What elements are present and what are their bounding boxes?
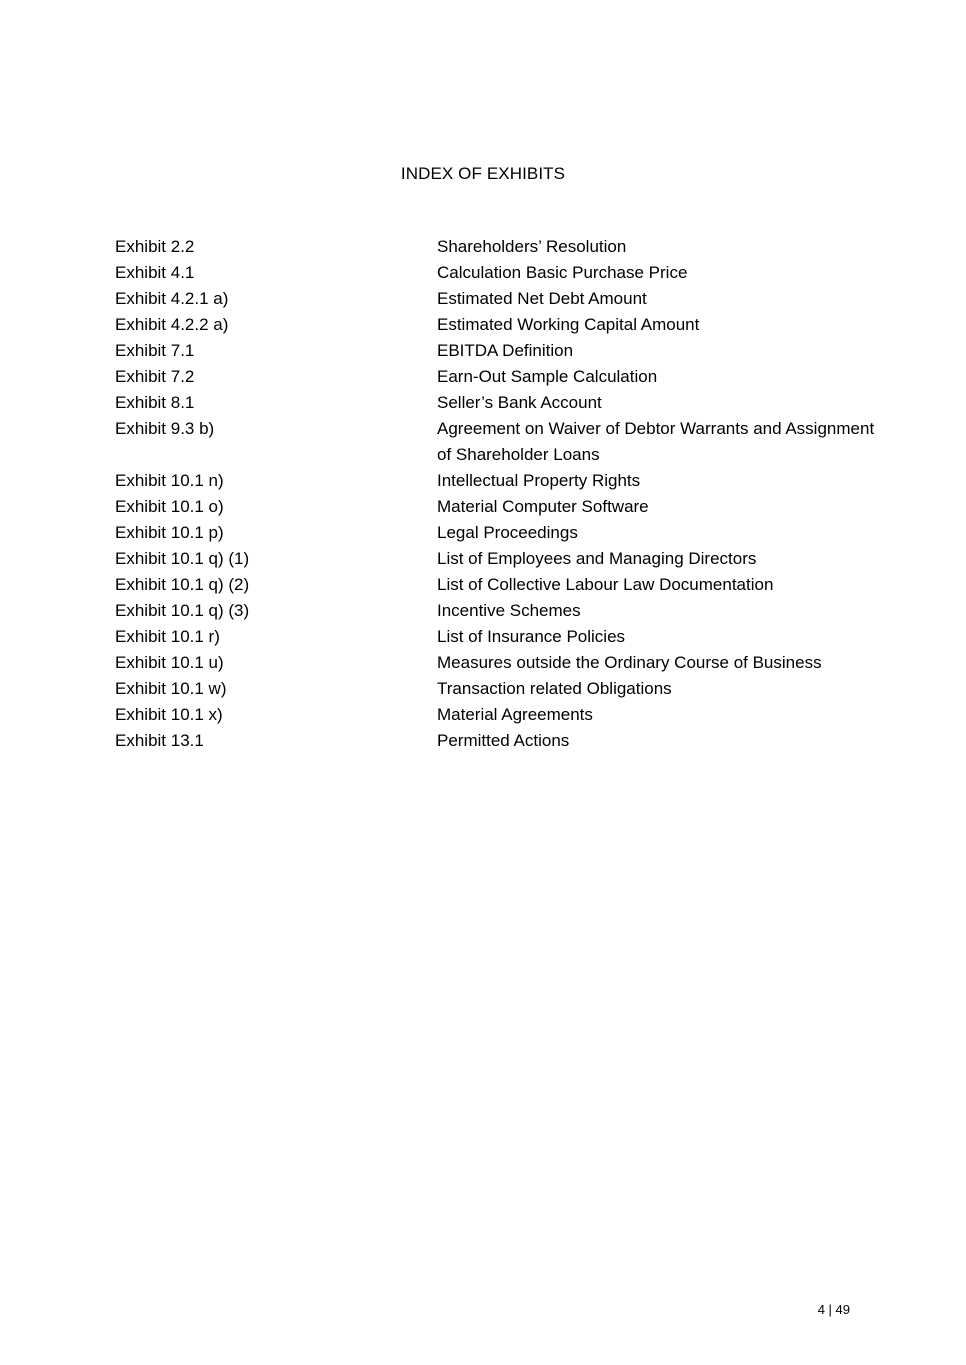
- exhibit-row: [115, 468, 875, 494]
- exhibit-reference: Exhibit 4.2.1 a): [115, 289, 229, 308]
- exhibit-reference: Exhibit 10.1 u): [115, 653, 224, 672]
- exhibit-index-list: [115, 234, 875, 754]
- exhibit-row: [115, 676, 875, 702]
- exhibit-description: EBITDA Definition: [437, 341, 574, 360]
- exhibit-reference: Exhibit 10.1 p): [115, 523, 224, 542]
- exhibit-row: [115, 728, 875, 754]
- exhibit-reference: Exhibit 4.1: [115, 263, 195, 282]
- exhibit-description: Earn-Out Sample Calculation: [437, 367, 658, 386]
- exhibit-reference: Exhibit 10.1 n): [115, 471, 224, 490]
- exhibit-description: Material Computer Software: [437, 497, 649, 516]
- exhibit-reference: Exhibit 4.2.2 a): [115, 315, 229, 334]
- page-number: 4 | 49: [817, 1302, 850, 1317]
- exhibit-reference: Exhibit 10.1 o): [115, 497, 224, 516]
- exhibit-description: Estimated Net Debt Amount: [437, 289, 647, 308]
- exhibit-reference: Exhibit 2.2: [115, 237, 195, 256]
- exhibit-row: [115, 364, 875, 390]
- exhibit-row: [115, 702, 875, 728]
- exhibit-reference: Exhibit 10.1 r): [115, 627, 220, 646]
- exhibit-description: Shareholders’ Resolution: [437, 237, 627, 256]
- exhibit-description: Intellectual Property Rights: [437, 471, 641, 490]
- exhibit-reference: Exhibit 13.1: [115, 731, 204, 750]
- exhibit-row: [115, 520, 875, 546]
- exhibit-description: Measures outside the Ordinary Course of Business: [437, 653, 822, 672]
- exhibit-row: [115, 624, 875, 650]
- exhibit-description: Seller’s Bank Account: [437, 393, 602, 412]
- exhibit-row: [115, 234, 875, 260]
- exhibit-reference: Exhibit 7.2: [115, 367, 195, 386]
- exhibit-description: Transaction related Obligations: [437, 679, 672, 698]
- exhibit-description: List of Insurance Policies: [437, 627, 626, 646]
- exhibit-description: Incentive Schemes: [437, 601, 581, 620]
- exhibit-description: Material Agreements: [437, 705, 593, 724]
- exhibit-row: [115, 546, 875, 572]
- exhibit-row: [115, 416, 875, 468]
- exhibit-description: Agreement on Waiver of Debtor Warrants and Assignment of Shareholder Loans: [437, 419, 875, 464]
- exhibit-reference: Exhibit 9.3 b): [115, 419, 215, 438]
- exhibit-reference: Exhibit 10.1 w): [115, 679, 227, 698]
- exhibit-description: Permitted Actions: [437, 731, 570, 750]
- exhibit-reference: Exhibit 10.1 q) (2): [115, 575, 250, 594]
- exhibit-description: Legal Proceedings: [437, 523, 578, 542]
- exhibit-row: [115, 312, 875, 338]
- exhibit-description: Estimated Working Capital Amount: [437, 315, 700, 334]
- exhibit-row: [115, 572, 875, 598]
- exhibit-row: [115, 260, 875, 286]
- exhibit-reference: Exhibit 8.1: [115, 393, 195, 412]
- exhibit-row: [115, 390, 875, 416]
- exhibit-reference: Exhibit 10.1 x): [115, 705, 223, 724]
- exhibit-reference: Exhibit 7.1: [115, 341, 195, 360]
- page-title: INDEX OF EXHIBITS: [400, 164, 566, 183]
- exhibit-row: [115, 286, 875, 312]
- exhibit-description: Calculation Basic Purchase Price: [437, 263, 688, 282]
- exhibit-reference: Exhibit 10.1 q) (3): [115, 601, 250, 620]
- exhibit-row: [115, 338, 875, 364]
- exhibit-description: List of Employees and Managing Directors: [437, 549, 757, 568]
- exhibit-row: [115, 650, 875, 676]
- exhibit-row: [115, 598, 875, 624]
- exhibit-row: [115, 494, 875, 520]
- exhibit-reference: Exhibit 10.1 q) (1): [115, 549, 250, 568]
- exhibit-description: List of Collective Labour Law Documentation: [437, 575, 774, 594]
